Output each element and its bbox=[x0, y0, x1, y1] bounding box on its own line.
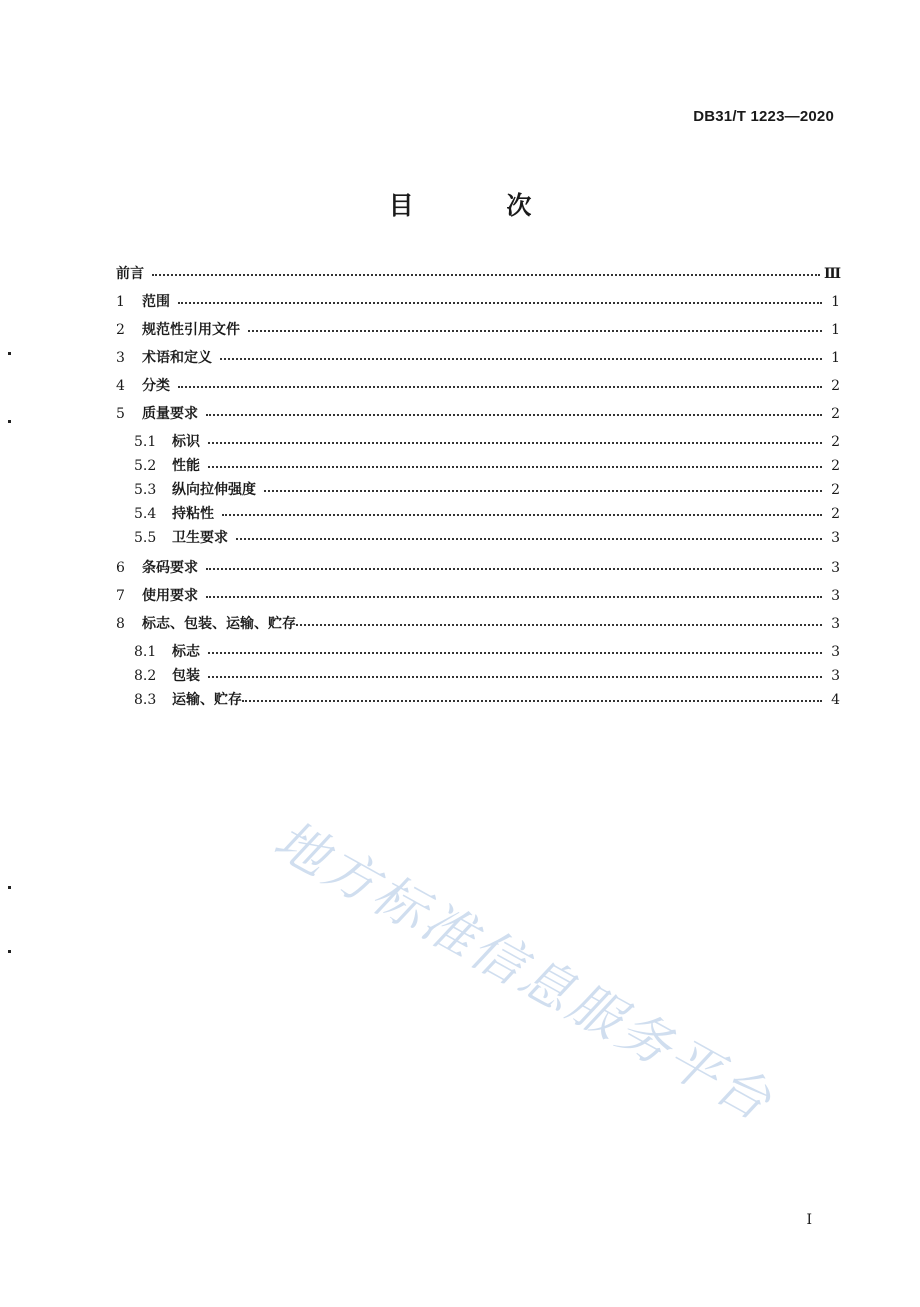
toc-entry-label: 纵向拉伸强度 bbox=[172, 482, 256, 498]
toc-entry-number: 4 bbox=[116, 378, 125, 394]
toc-entry-label: 分类 bbox=[142, 378, 170, 394]
toc-entry-5[interactable] bbox=[116, 403, 840, 431]
toc-leader bbox=[178, 302, 822, 304]
toc-entry-number: 8 bbox=[116, 616, 125, 632]
toc-entry-2[interactable] bbox=[116, 319, 840, 347]
toc-entry-page: 3 bbox=[831, 668, 840, 684]
toc-entry-page: 1 bbox=[831, 350, 840, 366]
toc-entry-number: 7 bbox=[116, 588, 125, 604]
scan-mark bbox=[8, 886, 11, 889]
toc-entry-page: 2 bbox=[831, 406, 840, 422]
toc-entry-page: 3 bbox=[831, 616, 840, 632]
toc-entry-page: 3 bbox=[831, 588, 840, 604]
toc-leader bbox=[152, 274, 820, 276]
toc-leader bbox=[264, 490, 822, 492]
toc-entry-label: 性能 bbox=[172, 458, 200, 474]
toc-leader bbox=[206, 596, 822, 598]
toc-entry-label: 术语和定义 bbox=[142, 350, 212, 366]
toc-entry-foreword[interactable] bbox=[116, 263, 840, 291]
toc-leader bbox=[296, 624, 822, 626]
toc-entry-page: 2 bbox=[831, 458, 840, 474]
toc-entry-page: 4 bbox=[831, 692, 840, 708]
toc-entry-label: 标志 bbox=[172, 644, 200, 660]
toc-leader bbox=[206, 568, 822, 570]
toc-entry-label: 运输、贮存 bbox=[172, 692, 242, 708]
toc-entry-6[interactable] bbox=[116, 557, 840, 585]
toc-entry-8-2[interactable] bbox=[116, 665, 840, 689]
toc-entry-8-3[interactable] bbox=[116, 689, 840, 713]
toc-entry-number: 6 bbox=[116, 560, 125, 576]
toc-entry-page: 1 bbox=[831, 294, 840, 310]
toc-entry-page: 2 bbox=[831, 506, 840, 522]
toc-entry-number: 5 bbox=[116, 406, 125, 422]
toc-entry-number: 5.5 bbox=[134, 530, 157, 546]
toc-entry-label: 标识 bbox=[172, 434, 200, 450]
toc-entry-number: 8.2 bbox=[134, 668, 157, 684]
toc-leader bbox=[208, 652, 822, 654]
toc-leader bbox=[248, 330, 822, 332]
watermark: 地方标准信息服务平台 bbox=[264, 809, 784, 1134]
toc-entry-number: 3 bbox=[116, 350, 125, 366]
toc-entry-label: 使用要求 bbox=[142, 588, 198, 604]
toc-entry-label: 规范性引用文件 bbox=[142, 322, 240, 338]
toc-leader bbox=[222, 514, 822, 516]
toc-leader bbox=[236, 538, 822, 540]
toc-entry-page: 3 bbox=[831, 560, 840, 576]
toc-entry-page: 3 bbox=[831, 644, 840, 660]
toc-leader bbox=[208, 466, 822, 468]
toc-entry-label: 范围 bbox=[142, 294, 170, 310]
scan-mark bbox=[8, 950, 11, 953]
toc-leader bbox=[206, 414, 822, 416]
toc-entry-label: 卫生要求 bbox=[172, 530, 228, 546]
toc-entry-3[interactable] bbox=[116, 347, 840, 375]
toc-entry-7[interactable] bbox=[116, 585, 840, 613]
toc-entry-5-5[interactable] bbox=[116, 527, 840, 551]
toc-entry-page: Ⅲ bbox=[823, 266, 840, 282]
toc-entry-label: 前言 bbox=[116, 266, 144, 282]
document-code: DB31/T 1223—2020 bbox=[693, 108, 834, 125]
toc-entry-4[interactable] bbox=[116, 375, 840, 403]
toc-entry-1[interactable] bbox=[116, 291, 840, 319]
toc-entry-number: 8.3 bbox=[134, 692, 157, 708]
toc-entry-8-1[interactable] bbox=[116, 641, 840, 665]
page-number: I bbox=[806, 1212, 812, 1228]
toc-entry-page: 2 bbox=[831, 434, 840, 450]
toc-entry-label: 条码要求 bbox=[142, 560, 198, 576]
toc-entry-number: 5.3 bbox=[134, 482, 157, 498]
toc-leader bbox=[220, 358, 822, 360]
toc-entry-label: 标志、包装、运输、贮存 bbox=[142, 616, 296, 632]
toc-entry-5-1[interactable] bbox=[116, 431, 840, 455]
toc-entry-number: 5.1 bbox=[134, 434, 157, 450]
toc-leader bbox=[242, 700, 822, 702]
toc-leader bbox=[208, 442, 822, 444]
toc-entry-number: 1 bbox=[116, 294, 125, 310]
toc-entry-page: 2 bbox=[831, 482, 840, 498]
scan-mark bbox=[8, 420, 11, 423]
table-of-contents bbox=[116, 263, 840, 713]
toc-entry-number: 5.2 bbox=[134, 458, 157, 474]
toc-leader bbox=[208, 676, 822, 678]
toc-entry-page: 1 bbox=[831, 322, 840, 338]
toc-entry-page: 2 bbox=[831, 378, 840, 394]
toc-leader bbox=[178, 386, 822, 388]
toc-entry-8[interactable] bbox=[116, 613, 840, 641]
scan-mark bbox=[8, 352, 11, 355]
toc-entry-label: 持粘性 bbox=[172, 506, 214, 522]
toc-entry-5-2[interactable] bbox=[116, 455, 840, 479]
toc-entry-number: 5.4 bbox=[134, 506, 157, 522]
toc-entry-page: 3 bbox=[831, 530, 840, 546]
toc-entry-5-3[interactable] bbox=[116, 479, 840, 503]
toc-entry-number: 8.1 bbox=[134, 644, 157, 660]
toc-entry-5-4[interactable] bbox=[116, 503, 840, 527]
toc-title: 目 次 bbox=[388, 191, 574, 220]
toc-entry-label: 包装 bbox=[172, 668, 200, 684]
toc-entry-number: 2 bbox=[116, 322, 125, 338]
toc-entry-label: 质量要求 bbox=[142, 406, 198, 422]
